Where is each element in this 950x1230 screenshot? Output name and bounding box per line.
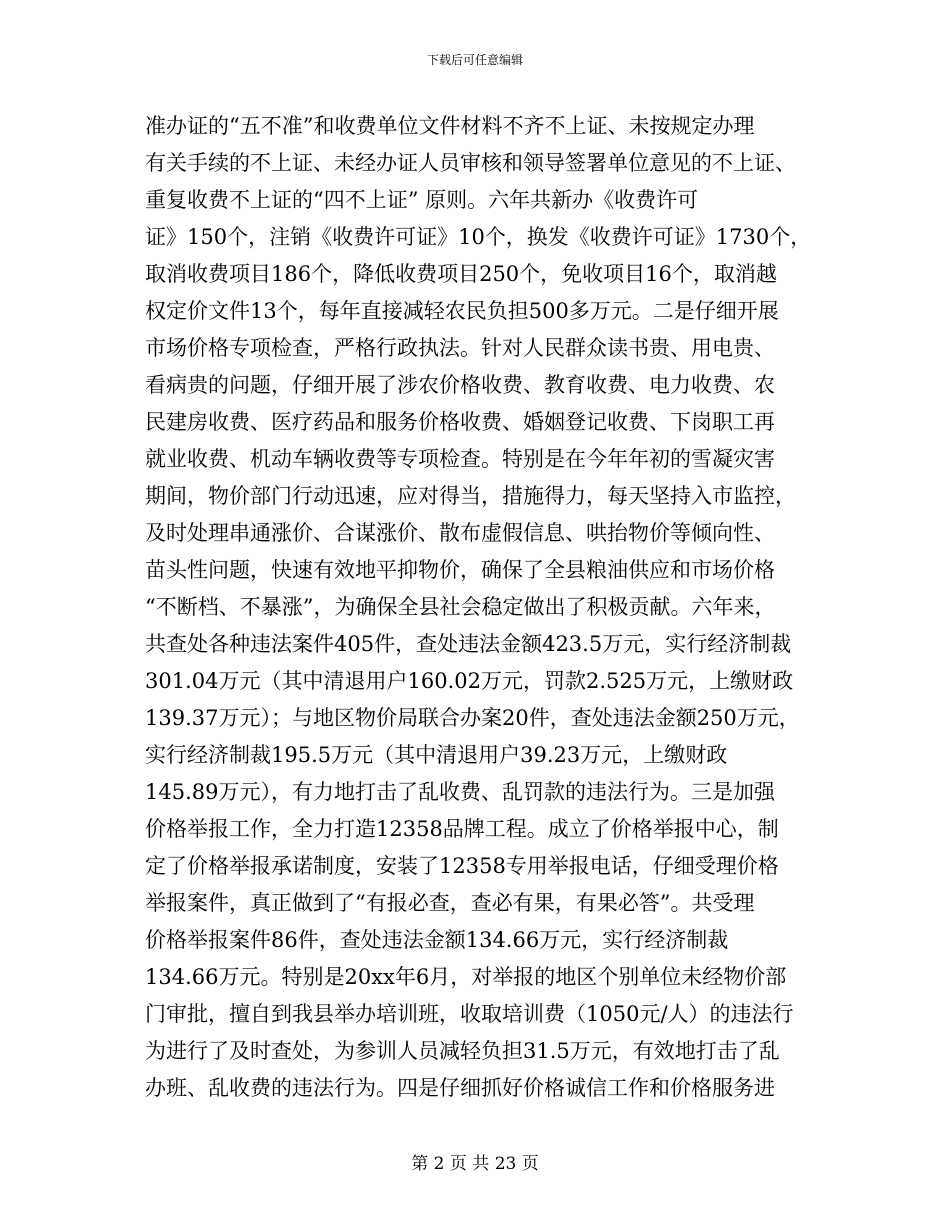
text-line: 取消收费项目186个，降低收费项目250个，免收项目16个，取消越	[145, 262, 777, 286]
text-line: 市场价格专项检查，严格行政执法。针对人民群众读书贵、用电贵、	[145, 336, 775, 360]
text-line: 价格举报工作，全力打造12358品牌工程。成立了价格举报中心，制	[145, 817, 779, 841]
text-line: 139.37万元）；与地区物价局联合办案20件，查处违法金额250万元，	[145, 706, 800, 730]
text-line: 准办证的“五不准”和收费单位文件材料不齐不上证、未按规定办理	[145, 114, 755, 138]
page-header: 下载后可任意编辑	[426, 53, 523, 67]
text-line: 实行经济制裁195.5万元（其中清退用户39.23万元，上缴财政	[145, 743, 728, 767]
body-text	[145, 108, 835, 1107]
text-line: 证》150个，注销《收费许可证》10个，换发《收费许可证》1730个，	[145, 225, 812, 249]
text-line: 就业收费、机动车辆收费等专项检查。特别是在今年年初的雪凝灾害	[145, 447, 775, 471]
text-line: 看病贵的问题，仔细开展了涉农价格收费、教育收费、电力收费、农	[145, 373, 775, 397]
text-line: 民建房收费、医疗药品和服务价格收费、婚姻登记收费、下岗职工再	[145, 410, 775, 434]
text-line: 及时处理串通涨价、合谋涨价、散布虚假信息、哄抬物价等倾向性、	[145, 521, 775, 545]
text-line: “不断档、不暴涨”，为确保全县社会稳定做出了积极贡献。六年来，	[145, 595, 776, 619]
text-line: 定了价格举报承诺制度，安装了12358专用举报电话，仔细受理价格	[145, 854, 779, 878]
text-line: 共查处各种违法案件405件，查处违法金额423.5万元，实行经济制裁	[145, 632, 792, 656]
page-footer: 第 2 页 共 23 页	[411, 1154, 539, 1174]
text-line: 为进行了及时查处，为参训人员减轻负担31.5万元，有效地打击了乱	[145, 1039, 780, 1063]
text-line: 134.66万元。特别是20xx年6月，对举报的地区个别单位未经物价部	[145, 965, 787, 989]
text-line: 重复收费不上证的“四不上证” 原则。六年共新办《收费许可	[145, 188, 699, 212]
text-line: 有关手续的不上证、未经办证人员审核和领导签署单位意见的不上证、	[145, 151, 796, 175]
text-line: 价格举报案件86件，查处违法金额134.66万元，实行经济制裁	[145, 928, 729, 952]
text-line: 权定价文件13个，每年直接减轻农民负担500多万元。二是仔细开展	[145, 299, 779, 323]
text-line: 301.04万元（其中清退用户160.02万元，罚款2.525万元，上缴财政	[145, 669, 794, 693]
text-line: 办班、乱收费的违法行为。四是仔细抓好价格诚信工作和价格服务进	[145, 1076, 775, 1100]
text-line: 举报案件，真正做到了“有报必查，查必有果，有果必答”。共受理	[145, 891, 755, 915]
text-line: 期间，物价部门行动迅速，应对得当，措施得力，每天坚持入市监控，	[145, 484, 796, 508]
text-line: 145.89万元），有力地打击了乱收费、乱罚款的违法行为。三是加强	[145, 780, 775, 804]
text-line: 门审批，擅自到我县举办培训班，收取培训费（1050元/人）的违法行	[145, 1002, 794, 1026]
text-line: 苗头性问题，快速有效地平抑物价，确保了全县粮油供应和市场价格	[145, 558, 775, 582]
